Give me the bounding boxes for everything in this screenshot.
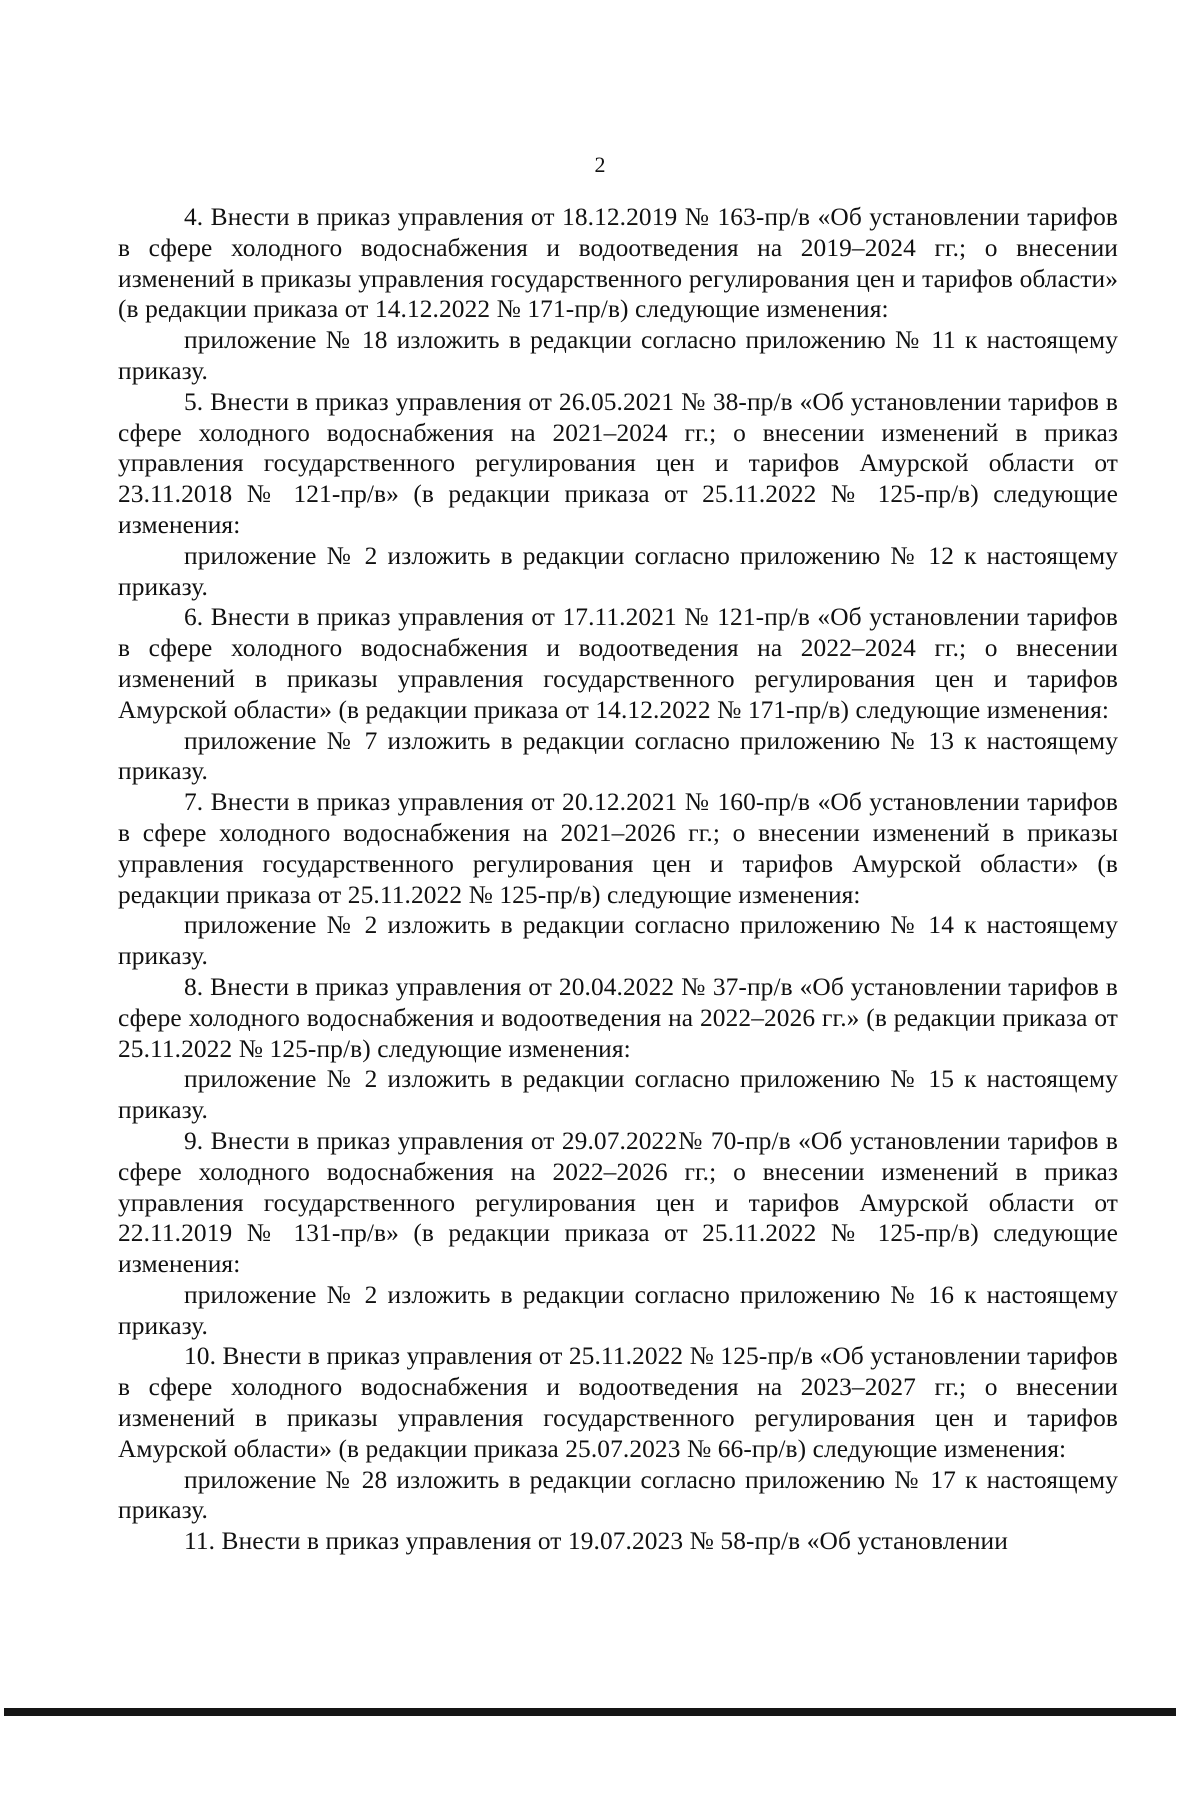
paragraph-item-9: 9. Внести в приказ управления от 29.07.2022№ 70-пр/в «Об установлении тарифов в сфере холодного водоснабжения на 2022–2026 гг.; о внесении изменений в приказ управления государственного регулирования цен и тарифов Амурской области от 22.11.2019 № 131-пр/в» (в редакции приказа от 25.11.2022 № 125-пр/в) следующие изменения: bbox=[118, 1126, 1118, 1279]
paragraph-item-6-change: приложение № 7 изложить в редакции согласно приложению № 13 к настоящему приказу. bbox=[118, 726, 1118, 786]
paragraph-item-8: 8. Внести в приказ управления от 20.04.2022 № 37-пр/в «Об установлении тарифов в сфере холодного водоснабжения и водоотведения на 2022–2026 гг.» (в редакции приказа от 25.11.2022 № 125-пр/в) следующие изменения: bbox=[118, 972, 1118, 1063]
paragraph-item-6: 6. Внести в приказ управления от 17.11.2021 № 121-пр/в «Об установлении тарифов в сфере холодного водоснабжения и водоотведения на 2022–2024 гг.; о внесении изменений в приказы управления государственного регулирования цен и тарифов Амурской области» (в редакции приказа от 14.12.2022 № 171-пр/в) следующие изменения: bbox=[118, 603, 1118, 724]
page-number: 2 bbox=[594, 152, 606, 177]
paragraph-item-5: 5. Внести в приказ управления от 26.05.2021 № 38-пр/в «Об установлении тарифов в сфере холодного водоснабжения на 2021–2024 гг.; о внесении изменений в приказ управления государственного регулирования цен и тарифов Амурской области от 23.11.2018 № 121-пр/в» (в редакции приказа от 25.11.2022 № 125-пр/в) следующие изменения: bbox=[118, 387, 1118, 539]
paragraph-item-10-change: приложение № 28 изложить в редакции согласно приложению № 17 к настоящему приказу. bbox=[118, 1465, 1118, 1525]
paragraph-item-4: 4. Внести в приказ управления от 18.12.2019 № 163-пр/в «Об установлении тарифов в сфере холодного водоснабжения и водоотведения на 2019–2024 гг.; о внесении изменений в приказы управления государственного регулирования цен и тарифов области» (в редакции приказа от 14.12.2022 № 171-пр/в) следующие изменения: bbox=[118, 203, 1118, 324]
paragraph-item-7: 7. Внести в приказ управления от 20.12.2021 № 160-пр/в «Об установлении тарифов в сфере холодного водоснабжения на 2021–2026 гг.; о внесении изменений в приказы управления государственного регулирования цен и тарифов Амурской области» (в редакции приказа от 25.11.2022 № 125-пр/в) следующие изменения: bbox=[118, 788, 1118, 909]
paragraph-item-7-change: приложение № 2 изложить в редакции согласно приложению № 14 к настоящему приказу. bbox=[118, 911, 1118, 971]
paragraph-item-4-change: приложение № 18 изложить в редакции согласно приложению № 11 к настоящему приказу. bbox=[118, 326, 1118, 385]
paragraph-item-10: 10. Внести в приказ управления от 25.11.2022 № 125-пр/в «Об установлении тарифов в сфере холодного водоснабжения и водоотведения на 2023–2027 гг.; о внесении изменений в приказы управления государственного регулирования цен и тарифов Амурской области» (в редакции приказа 25.07.2023 № 66-пр/в) следующие изменения: bbox=[118, 1342, 1118, 1463]
document-body bbox=[118, 202, 1118, 1557]
paragraph-item-11: 11. Внести в приказ управления от 19.07.2023 № 58-пр/в «Об установлении bbox=[184, 1527, 1008, 1556]
paragraph-item-5-change: приложение № 2 изложить в редакции согласно приложению № 12 к настоящему приказу. bbox=[118, 541, 1118, 601]
paragraph-item-9-change: приложение № 2 изложить в редакции согласно приложению № 16 к настоящему приказу. bbox=[118, 1280, 1118, 1340]
bottom-scan-border bbox=[4, 1708, 1176, 1716]
paragraph-item-8-change: приложение № 2 изложить в редакции согласно приложению № 15 к настоящему приказу. bbox=[118, 1065, 1118, 1125]
